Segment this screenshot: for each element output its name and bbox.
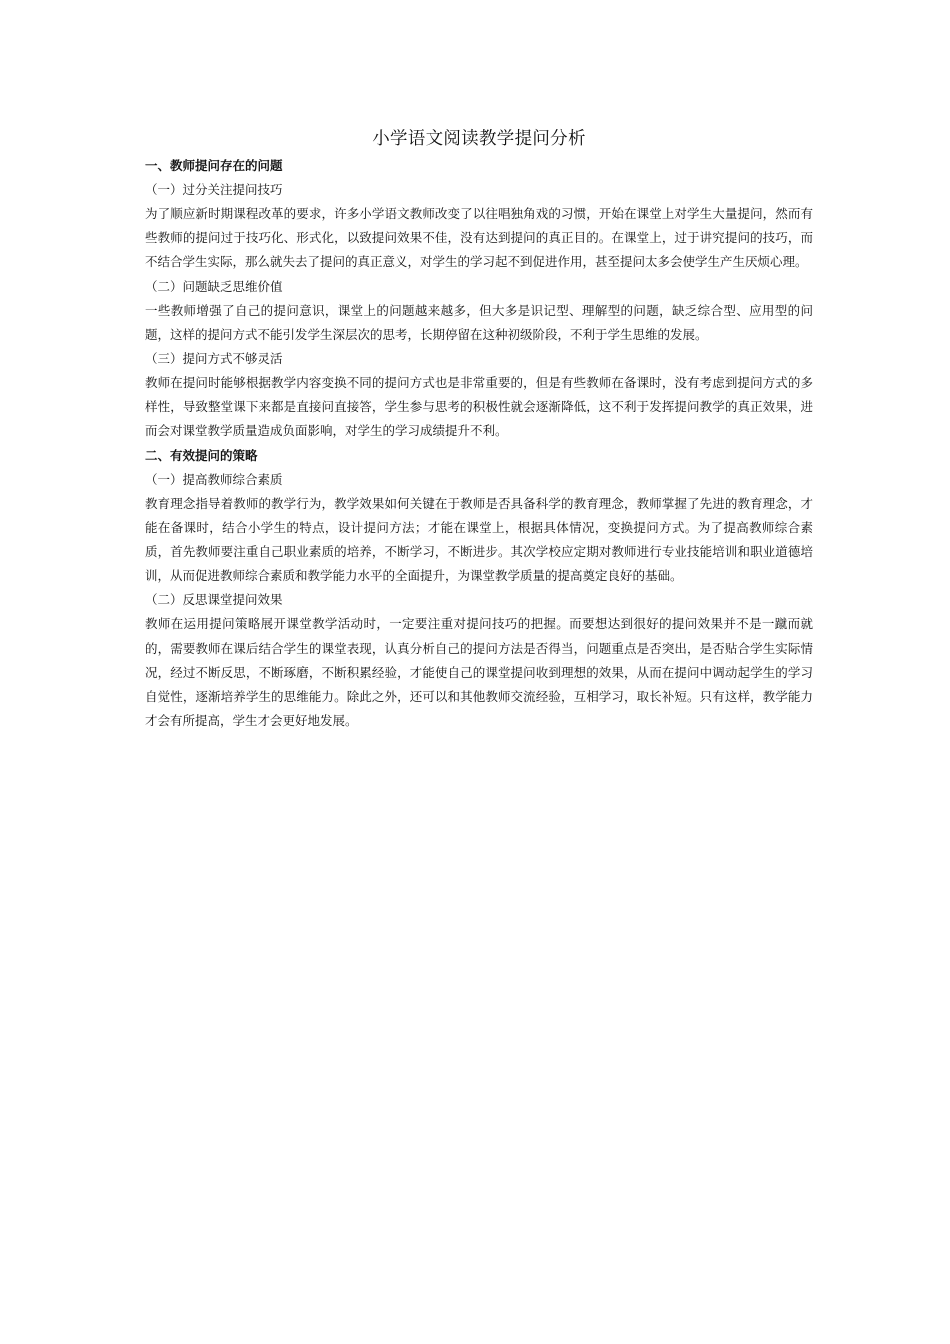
subsection-heading: （三）提问方式不够灵活 — [145, 351, 283, 367]
subsection-heading: （二）问题缺乏思维价值 — [145, 278, 283, 294]
body-paragraph: 教育理念指导着教师的教学行为，教学效果如何关键在于教师是否具备科学的教育理念，教师掌握了先进的教育理念，才能在备课时，结合小学生的特点，设计提问方法；才能在课堂上，根据具体情况，变换提问方式。为了提高教师综合素质，首先教师要注重自己职业素质的培养，不断学习，不断进步。其次学校应定期对教师进行专业技能培训和职业道德培训，从而促进教师综合素质和教学能力水平的全面提升，为课堂教学质量的提高奠定良好的基础。 — [145, 495, 813, 584]
body-paragraph: 为了顺应新时期课程改革的要求，许多小学语文教师改变了以往唱独角戏的习惯，开始在课堂上对学生大量提问，然而有些教师的提问过于技巧化、形式化，以致提问效果不佳，没有达到提问的真正目的。在课堂上，过于讲究提问的技巧，而不结合学生实际，那么就失去了提问的真正意义，对学生的学习起不到促进作用，甚至提问太多会使学生产生厌烦心理。 — [145, 206, 813, 270]
subsection-heading: （一）过分关注提问技巧 — [145, 182, 283, 197]
body-paragraph: 一些教师增强了自己的提问意识，课堂上的问题越来越多，但大多是识记型、理解型的问题，缺乏综合型、应用型的问题，这样的提问方式不能引发学生深层次的思考，长期停留在这种初级阶段，不利于学生思维的发展。 — [145, 302, 813, 342]
body-paragraph: 教师在运用提问策略展开课堂教学活动时，一定要注重对提问技巧的把握。而要想达到很好的提问效果并不是一蹴而就的，需要教师在课后结合学生的课堂表现，认真分析自己的提问方法是否得当，问题重点是否突出，是否贴合学生实际情况，经过不断反思，不断琢磨，不断积累经验，才能使自己的课堂提问收到理想的效果，从而在提问中调动起学生的学习自觉性，逐渐培养学生的思维能力。除此之外，还可以和其他教师交流经验，互相学习，取长补短。只有这样，教学能力才会有所提高，学生才会更好地发展。 — [145, 616, 813, 729]
document-page — [145, 124, 813, 733]
section-heading-problems: 一、教师提问存在的问题 — [145, 158, 283, 173]
body-paragraph: 教师在提问时能够根据教学内容变换不同的提问方式也是非常重要的，但是有些教师在备课时，没有考虑到提问方式的多样性，导致整堂课下来都是直接问直接答，学生参与思考的积极性就会逐渐降低，这不利于发挥提问教学的真正效果，进而会对课堂教学质量造成负面影响，对学生的学习成绩提升不利。 — [145, 375, 813, 439]
subsection-heading: （一）提高教师综合素质 — [145, 471, 283, 487]
subsection-heading: （二）反思课堂提问效果 — [145, 592, 283, 608]
section-heading-strategies: 二、有效提问的策略 — [145, 447, 258, 463]
document-title: 小学语文阅读教学提问分析 — [372, 129, 586, 149]
